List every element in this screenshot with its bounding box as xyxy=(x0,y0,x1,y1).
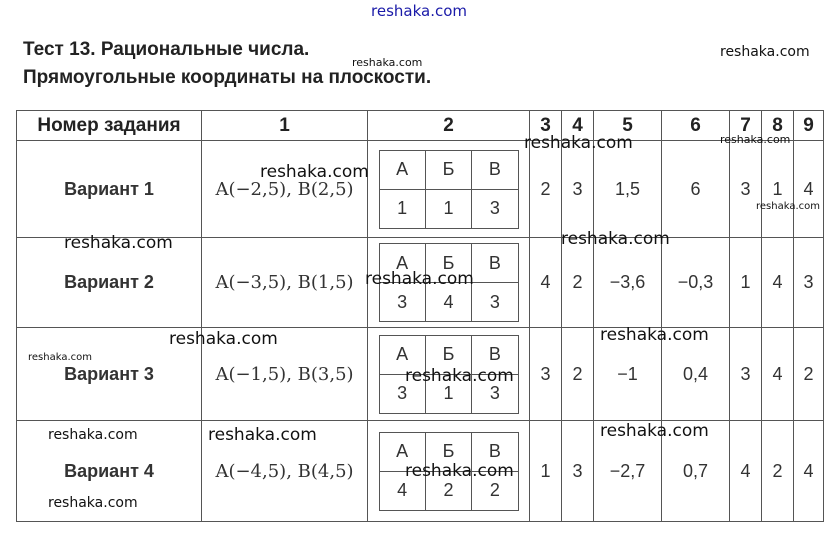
variant-name: Вариант 4 xyxy=(17,421,202,522)
title-line-2: Прямоугольные координаты на плоскости. xyxy=(23,67,432,88)
task6-answer: −0,3 xyxy=(662,238,730,328)
match-digit: 1 xyxy=(425,189,471,228)
watermark: reshaka.com xyxy=(756,201,820,212)
task5-answer: −2,7 xyxy=(594,421,662,522)
header-6: 6 xyxy=(662,111,730,141)
task8-answer: 4 xyxy=(762,328,794,421)
watermark: reshaka.com xyxy=(48,427,138,443)
task2-cell xyxy=(368,141,530,238)
match-digit: 3 xyxy=(472,189,518,228)
watermark: reshaka.com xyxy=(64,233,173,253)
match-letter: Б xyxy=(425,244,471,283)
task7-answer: 3 xyxy=(730,141,762,238)
task8-answer: 4 xyxy=(762,238,794,328)
match-digit: 3 xyxy=(379,374,425,413)
watermark: reshaka.com xyxy=(48,495,138,511)
variant-name: Вариант 3 xyxy=(17,328,202,421)
match-digit: 3 xyxy=(379,283,425,322)
task8-answer: 2 xyxy=(762,421,794,522)
task6-answer: 0,4 xyxy=(662,328,730,421)
match-digit: 1 xyxy=(425,374,471,413)
watermark: reshaka.com xyxy=(405,366,514,386)
task3-answer: 2 xyxy=(530,141,562,238)
match-letter: А xyxy=(379,150,425,189)
watermark: reshaka.com xyxy=(720,133,791,146)
header-7: 7 xyxy=(730,111,762,141)
task5-answer: 1,5 xyxy=(594,141,662,238)
match-letter: Б xyxy=(425,335,471,374)
watermark: reshaka.com xyxy=(371,2,467,20)
match-letter: В xyxy=(472,335,518,374)
header-task-number: Номер задания xyxy=(17,111,202,141)
task9-answer: 4 xyxy=(794,141,824,238)
task3-answer: 3 xyxy=(530,328,562,421)
task9-answer: 4 xyxy=(794,421,824,522)
match-letter: А xyxy=(379,432,425,471)
watermark: reshaka.com xyxy=(208,425,317,445)
watermark: reshaka.com xyxy=(561,229,670,249)
watermark: reshaka.com xyxy=(260,162,369,182)
header-8: 8 xyxy=(762,111,794,141)
watermark: reshaka.com xyxy=(405,461,514,481)
task1-answer: A(−2,5), B(2,5) xyxy=(202,141,368,238)
header-9: 9 xyxy=(794,111,824,141)
header-row xyxy=(17,111,824,141)
watermark: reshaka.com xyxy=(352,56,423,69)
match-letter: Б xyxy=(425,432,471,471)
match-letter: Б xyxy=(425,150,471,189)
task7-answer: 1 xyxy=(730,238,762,328)
watermark: reshaka.com xyxy=(169,329,278,349)
task4-answer: 2 xyxy=(562,328,594,421)
task9-answer: 3 xyxy=(794,238,824,328)
table-row xyxy=(17,141,824,238)
task6-answer: 6 xyxy=(662,141,730,238)
watermark: reshaka.com xyxy=(524,133,633,153)
task3-answer: 1 xyxy=(530,421,562,522)
task4-answer: 3 xyxy=(562,141,594,238)
watermark: reshaka.com xyxy=(365,269,474,289)
variant-name: Вариант 1 xyxy=(17,141,202,238)
task7-answer: 3 xyxy=(730,328,762,421)
match-digit: 2 xyxy=(425,471,471,510)
match-digit: 3 xyxy=(472,374,518,413)
header-5: 5 xyxy=(594,111,662,141)
task4-answer: 3 xyxy=(562,421,594,522)
header-1: 1 xyxy=(202,111,368,141)
watermark: reshaka.com xyxy=(600,325,709,345)
match-digit: 4 xyxy=(425,283,471,322)
task9-answer: 2 xyxy=(794,328,824,421)
task2-match-table xyxy=(379,150,519,229)
task3-answer: 4 xyxy=(530,238,562,328)
match-letter: А xyxy=(379,335,425,374)
header-3: 3 xyxy=(530,111,562,141)
match-letter: В xyxy=(472,150,518,189)
watermark: reshaka.com xyxy=(720,44,810,60)
header-4: 4 xyxy=(562,111,594,141)
match-letter: А xyxy=(379,244,425,283)
task7-answer: 4 xyxy=(730,421,762,522)
match-digit: 3 xyxy=(472,283,518,322)
task8-answer: 1 xyxy=(762,141,794,238)
task4-answer: 2 xyxy=(562,238,594,328)
watermark: reshaka.com xyxy=(28,352,92,363)
task1-answer: A(−4,5), B(4,5) xyxy=(202,421,368,522)
match-letter: В xyxy=(472,432,518,471)
header-2: 2 xyxy=(368,111,530,141)
task1-answer: A(−1,5), B(3,5) xyxy=(202,328,368,421)
task5-answer: −3,6 xyxy=(594,238,662,328)
match-letter: В xyxy=(472,244,518,283)
match-digit: 4 xyxy=(379,471,425,510)
title-line-1: Тест 13. Рациональные числа. xyxy=(23,39,310,60)
variant-name: Вариант 2 xyxy=(17,238,202,328)
match-digit: 1 xyxy=(379,189,425,228)
match-digit: 2 xyxy=(472,471,518,510)
task5-answer: −1 xyxy=(594,328,662,421)
task6-answer: 0,7 xyxy=(662,421,730,522)
watermark: reshaka.com xyxy=(600,421,709,441)
task1-answer: A(−3,5), B(1,5) xyxy=(202,238,368,328)
